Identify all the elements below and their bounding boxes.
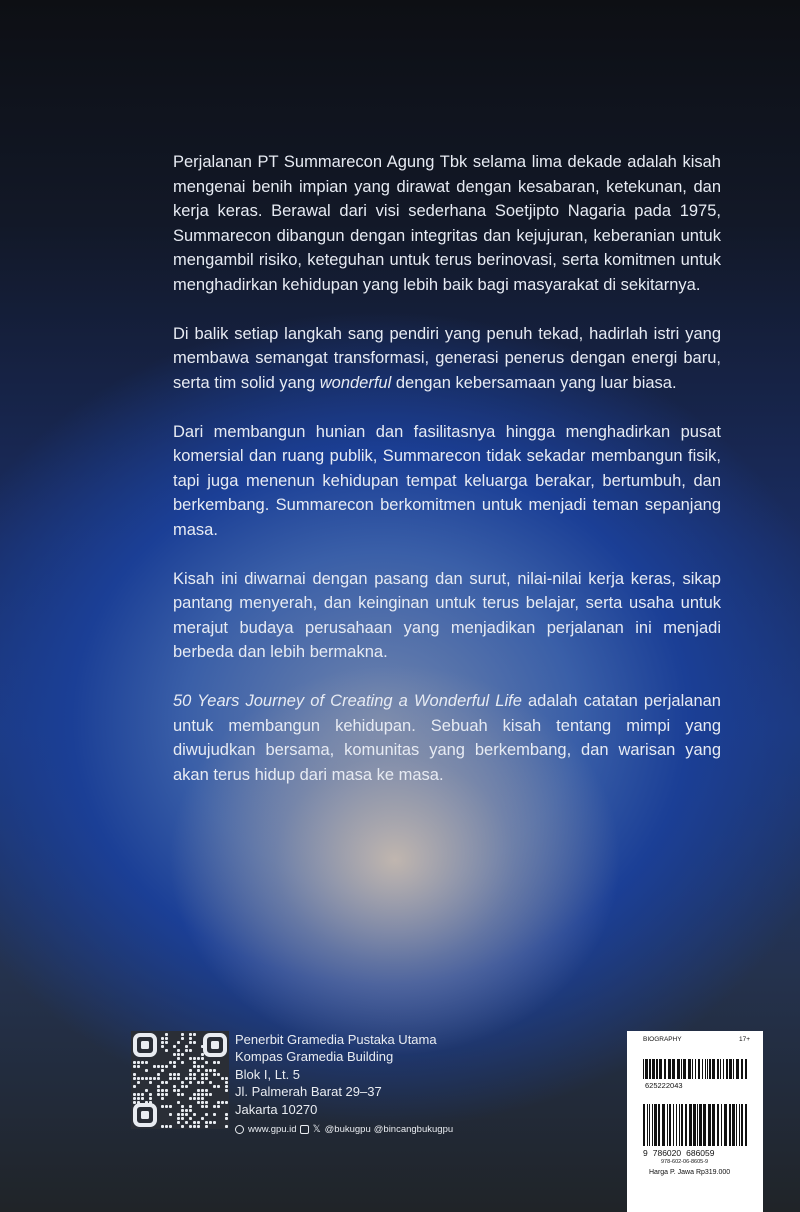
barcode-header — [627, 1031, 763, 1043]
x-icon: 𝕏 — [312, 1124, 321, 1136]
blurb-p5-end: adalah catatan perjalanan untuk membangun kehidupan. Sebuah kisah tentang mimpi yang diwujudkan bersama, komunitas yang berkembang, dan warisan yang akan terus hidup dari masa ke masa. — [173, 692, 721, 784]
blurb-p2-start: Di balik setiap langkah sang pendiri yang penuh tekad, hadirlah istri yang membawa semangat transformasi, generasi penerus dengan energi baru, serta tim solid yang — [173, 324, 721, 392]
blurb-paragraph-3: Dari membangun hunian dan fasilitasnya hingga menghadirkan pusat komersial dan ruang publik, Summarecon tidak sekadar membangun fisik, tapi juga menenun kehidupan tempat keluarga berakar, bertumbuh, dan berkembang. Summarecon berkomitmen untuk menjadi teman sepanjang masa. — [173, 422, 721, 539]
barcode-digit-group-2: 686059 — [686, 1148, 715, 1158]
price-label: Harga P. Jawa Rp319.000 — [649, 1169, 731, 1176]
blurb-paragraph-5 — [173, 689, 721, 787]
publisher-socials — [235, 1121, 453, 1138]
publisher-name: Penerbit Gramedia Pustaka Utama — [235, 1032, 437, 1047]
item-code: 625222043 — [645, 1081, 683, 1090]
publisher-street: Jl. Palmerah Barat 29–37 — [235, 1084, 382, 1100]
social-handle-2[interactable]: @bincangbukugpu — [373, 1124, 454, 1136]
barcode-digit-group-1: 786020 — [652, 1148, 682, 1158]
book-title-italic: 50 Years Journey of Creating a Wonderful Life — [173, 692, 522, 710]
barcode-lead-digit: 9 — [643, 1148, 648, 1158]
blurb-p2-italic: wonderful — [319, 373, 392, 392]
publisher-info — [235, 1031, 453, 1138]
publisher-block: Blok I, Lt. 5 — [235, 1066, 301, 1082]
item-barcode — [643, 1059, 747, 1079]
instagram-icon — [300, 1125, 309, 1134]
social-handle[interactable]: @bukugpu — [324, 1124, 371, 1136]
blurb-paragraph-2 — [173, 322, 721, 396]
barcode-label — [627, 1031, 763, 1212]
blurb-p2-end: dengan kebersamaan yang luar biasa. — [391, 373, 677, 392]
globe-icon — [235, 1125, 244, 1134]
barcode-digits — [643, 1148, 753, 1158]
age-rating: 17+ — [738, 1036, 750, 1043]
website-link[interactable]: www.gpu.id — [248, 1124, 297, 1136]
blurb-text — [173, 150, 721, 812]
blurb-paragraph-4: Kisah ini diwarnai dengan pasang dan surut, nilai-nilai kerja keras, sikap pantang menyerah, dan keinginan untuk terus belajar, serta usaha untuk merajut budaya perusahaan yang menjadikan perjalanan ini menjadi berbeda dan lebih bermakna. — [173, 569, 721, 661]
publisher-building: Kompas Gramedia Building — [235, 1049, 394, 1065]
category-label: BIOGRAPHY — [643, 1036, 682, 1043]
isbn-barcode — [643, 1104, 747, 1146]
isbn-number: 978-602-06-8605-9 — [661, 1159, 709, 1165]
qr-code[interactable] — [131, 1031, 229, 1129]
publisher-city: Jakarta 10270 — [235, 1101, 318, 1117]
blurb-paragraph-1: Perjalanan PT Summarecon Agung Tbk selama lima dekade adalah kisah mengenai benih impian yang dirawat dengan kesabaran, ketekunan, dan kerja keras. Berawal dari visi sederhana Soetjipto Nagaria pada 1975, Summarecon dibangun dengan integritas dan kejujuran, keberanian untuk mengambil risiko, keteguhan untuk terus berinovasi, serta komitmen untuk menghadirkan kehidupan yang lebih baik bagi masyarakat di sekitarnya. — [173, 153, 721, 294]
